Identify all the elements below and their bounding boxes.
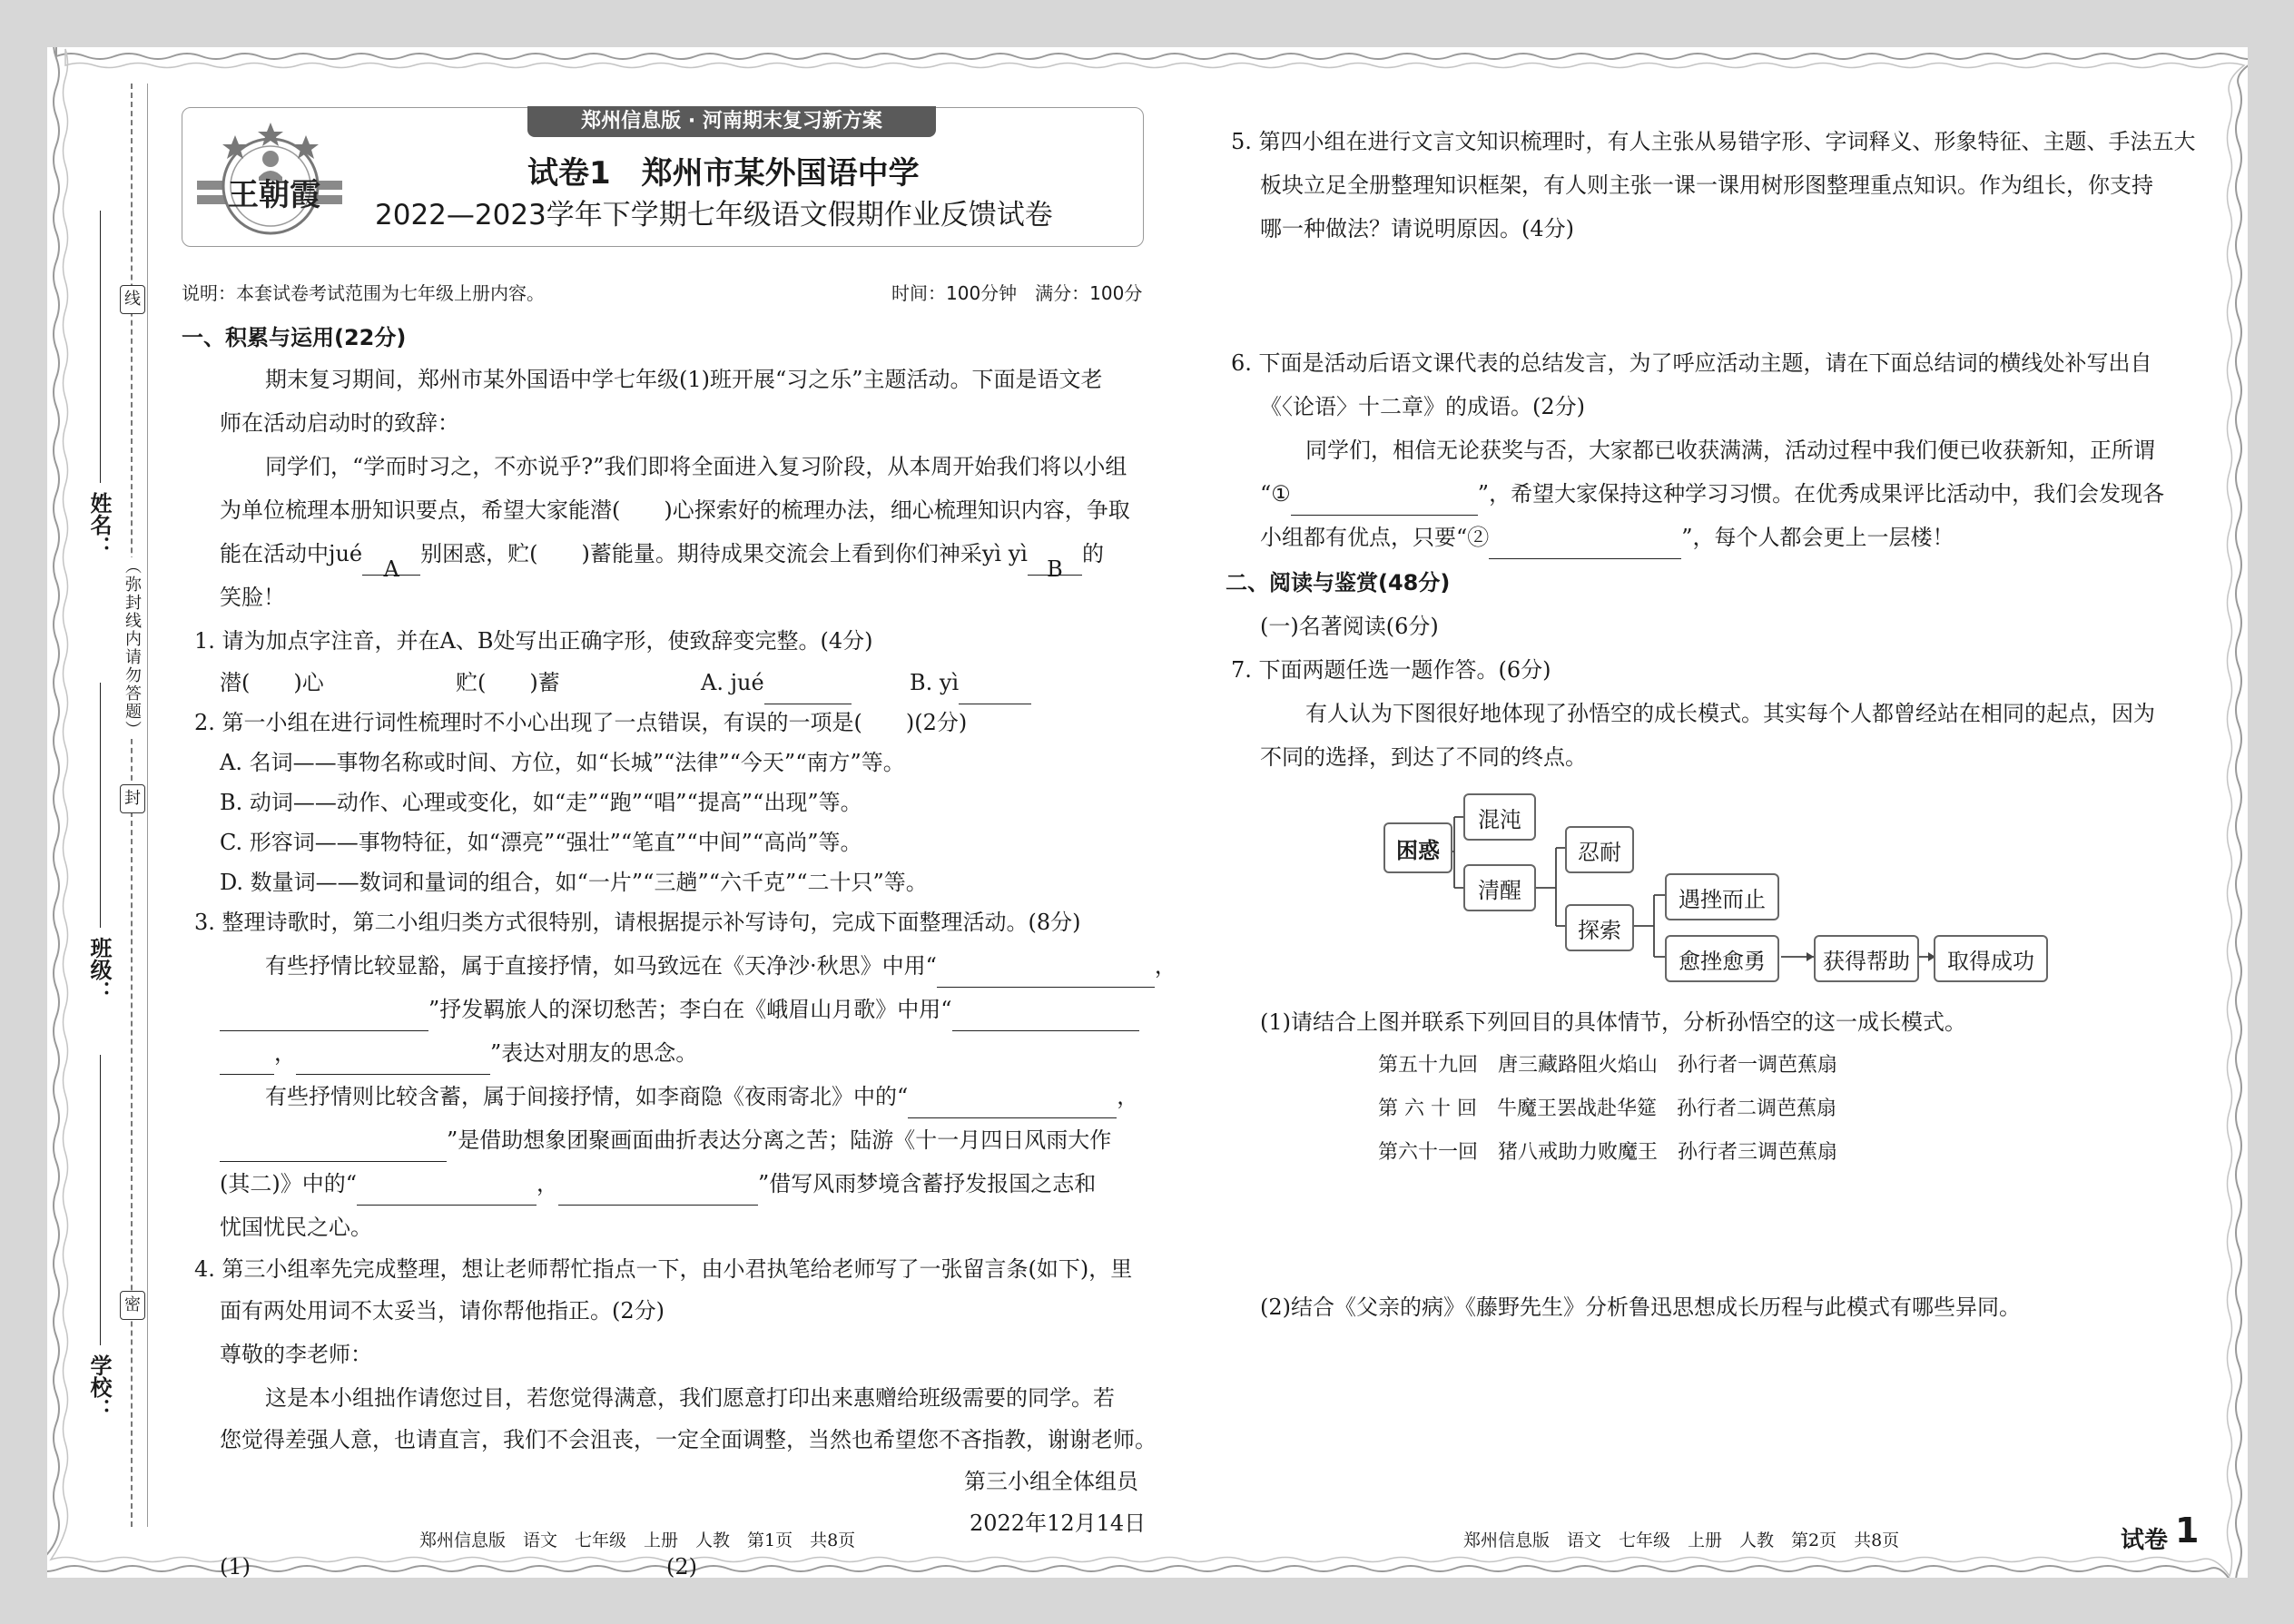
q6-d2: ”，希望大家保持这种学习习惯。在优秀成果评比活动中，我们会发现各 xyxy=(1477,481,2165,507)
q3-blank-9[interactable] xyxy=(558,1177,758,1206)
q1-c-label: A. jué xyxy=(701,670,764,695)
brand-logo xyxy=(195,117,346,239)
q3-blank-6[interactable] xyxy=(908,1090,1117,1118)
q1-item-c xyxy=(701,661,852,704)
subsection-1: (一)名著阅读(6分) xyxy=(1260,614,1439,639)
question-5-line-2: 板块立足全册整理知识框架，有人则主张一课一课用树形图整理重点知识。作为组长，你支持 xyxy=(1260,172,2153,198)
header-banner xyxy=(182,107,1144,247)
note-body-2: 您觉得差强人意，也请直言，我们不会沮丧，一定全面调整，当然也希望您不吝指教，谢谢老师。 xyxy=(220,1427,1157,1452)
school-field[interactable] xyxy=(100,1055,101,1345)
intro-line-1: 期末复习期间，郑州市某外国语中学七年级(1)班开展“习之乐”主题活动。下面是语文老 xyxy=(265,367,1103,392)
q6-d1: “① xyxy=(1260,481,1291,507)
q2-option-b[interactable]: B. 动词——动作、心理或变化，如“走”“跑”“唱”“提高”“出现”等。 xyxy=(220,790,862,815)
question-7: 7. 下面两题任选一题作答。(6分) xyxy=(1231,657,1551,683)
question-7-intro-2: 不同的选择，到达了不同的终点。 xyxy=(1260,744,1587,770)
q3-l1-text: 有些抒情比较显豁，属于直接抒情，如马致远在《天净沙·秋思》中用“ xyxy=(265,953,937,979)
speech-3c: 的 xyxy=(1081,541,1104,566)
q6-e2: ”，每个人都会更上一层楼！ xyxy=(1681,525,1954,550)
speech-3b: 别困惑，贮( )蓄能量。期待成果交流会上看到你们神采yì yì xyxy=(420,541,1028,566)
question-5-line-3: 哪一种做法？请说明原因。(4分) xyxy=(1260,216,1574,241)
exam-title: 试卷1 郑州市某外国语中学 xyxy=(527,155,920,192)
answer-1-field[interactable] xyxy=(251,1560,514,1578)
flow-node-chaos: 混沌 xyxy=(1463,793,1536,841)
question-6-line-4 xyxy=(1260,472,2164,516)
q1-d-label: B. yì xyxy=(910,670,960,695)
flow-node-stop: 遇挫而止 xyxy=(1665,873,1779,920)
q3-blank-7[interactable] xyxy=(220,1134,447,1162)
seal-warning: （弥封线内请勿答题） xyxy=(120,557,143,739)
q3-blank-4[interactable] xyxy=(220,1047,274,1075)
q3-line-6: (其二)》中的“ ， ”借写风雨梦境含蓄抒发报国之志和 xyxy=(220,1162,1096,1206)
flow-node-confusion: 困惑 xyxy=(1383,822,1452,873)
seal-char-mi: 密 xyxy=(120,1291,145,1320)
question-1: 1. 请为加点字注音，并在A、B处写出正确字形，使致辞变完整。(4分) xyxy=(194,628,873,654)
blank-A[interactable]: A xyxy=(362,547,420,576)
question-5: 5. 第四小组在进行文言文知识梳理时，有人主张从易错字形、字词释义、形象特征、主题、手法五大 xyxy=(1231,129,2196,154)
q3-blank-8[interactable] xyxy=(357,1177,537,1206)
question-6-line-2: 《〈论语〉十二章》的成语。(2分) xyxy=(1260,394,1585,419)
question-7-2: (2)结合《父亲的病》《藤野先生》分析鲁迅思想成长历程与此模式有哪些异同。 xyxy=(1260,1294,2021,1320)
speech-line-4: 笑脸！ xyxy=(220,585,285,610)
q3-l6b-text: ”借写风雨梦境含蓄抒发报国之志和 xyxy=(758,1171,1097,1196)
q3-l4-text: 有些抒情则比较含蓄，属于间接抒情，如李商隐《夜雨寄北》中的“ xyxy=(265,1084,909,1109)
q1-item-d xyxy=(910,661,1031,704)
q3-blank-5[interactable] xyxy=(296,1047,490,1075)
binding-strip xyxy=(47,47,156,1578)
q3-line-3: ， ”表达对朋友的思念。 xyxy=(220,1031,697,1075)
flow-node-success: 取得成功 xyxy=(1934,935,2048,982)
q1-d-field[interactable] xyxy=(959,676,1031,704)
chapter-61: 第六十一回 猪八戒助力败魔王 孙行者三调芭蕉扇 xyxy=(1378,1141,1838,1164)
question-6-line-3: 同学们，相信无论获奖与否，大家都已收获满满，活动过程中我们便已收获新知，正所谓 xyxy=(1305,438,2155,463)
q1-item-b: 贮( )蓄 xyxy=(456,670,560,695)
corner-number: 1 xyxy=(2175,1511,2200,1550)
footer-left: 郑州信息版 语文 七年级 上册 人教 第1页 共8页 xyxy=(419,1530,856,1550)
corner-label: 试卷 xyxy=(2121,1527,2169,1554)
q3-line-4: 有些抒情则比较含蓄，属于间接抒情，如李商隐《夜雨寄北》中的“ ， xyxy=(265,1075,1138,1118)
answer-1-label: (1) xyxy=(220,1554,251,1578)
question-7-1: (1)请结合上图并联系下列回目的具体情节，分析孙悟空的这一成长模式。 xyxy=(1260,1009,1966,1035)
name-field[interactable] xyxy=(100,211,101,483)
note-date: 2022年12月14日 xyxy=(970,1511,1147,1536)
question-6-line-5 xyxy=(1260,516,1954,559)
q1-item-a: 潜( )心 xyxy=(220,670,324,695)
footer-right: 郑州信息版 语文 七年级 上册 人教 第2页 共8页 xyxy=(1463,1530,1900,1550)
q3-l6a-text: (其二)》中的“ xyxy=(220,1171,357,1196)
flow-node-explore: 探索 xyxy=(1565,904,1634,951)
note-greeting: 尊敬的李老师： xyxy=(220,1342,372,1367)
answer-2-label: (2) xyxy=(666,1554,697,1578)
flow-node-endure: 忍耐 xyxy=(1565,826,1634,873)
q2-option-c[interactable]: C. 形容词——事物特征，如“漂亮”“强壮”“笔直”“中间”“高尚”等。 xyxy=(220,830,862,855)
q3-l3-text: ”表达对朋友的思念。 xyxy=(490,1040,698,1066)
flow-node-persist: 愈挫愈勇 xyxy=(1665,935,1779,982)
q6-blank-2[interactable] xyxy=(1489,531,1681,559)
seal-char-feng: 封 xyxy=(120,784,145,813)
q3-l2-text: ”抒发羁旅人的深切愁苦；李白在《峨眉山月歌》中用“ xyxy=(428,997,952,1022)
exam-sheet xyxy=(47,47,2248,1578)
seal-char-xian: 线 xyxy=(120,285,145,314)
exam-time: 时间：100分钟 满分：100分 xyxy=(891,282,1143,304)
q3-l5-text: ”是借助想象团聚画面曲折表达分离之苦；陆游《十一月四日风雨大作 xyxy=(447,1127,1112,1153)
section-2-heading: 二、阅读与鉴赏(48分) xyxy=(1226,570,1451,595)
logo-name: 王朝霞 xyxy=(228,177,320,213)
section-1-heading: 一、积累与运用(22分) xyxy=(182,325,407,350)
exam-note: 说明：本套试卷考试范围为七年级上册内容。 xyxy=(182,282,545,304)
solid-seal-line xyxy=(147,84,148,1527)
question-7-intro-1: 有人认为下图很好地体现了孙悟空的成长模式。其实每个人都曾经站在相同的起点，因为 xyxy=(1305,701,2155,726)
speech-line-1: 同学们，“学而时习之，不亦说乎?”我们即将全面进入复习阶段，从本周开始我们将以小组 xyxy=(265,454,1127,479)
q2-option-a[interactable]: A. 名词——事物名称或时间、方位，如“长城”“法律”“今天”“南方”等。 xyxy=(220,750,905,775)
speech-3a: 能在活动中jué xyxy=(220,541,363,566)
q3-blank-3[interactable] xyxy=(952,1003,1139,1031)
q3-blank-1[interactable] xyxy=(937,960,1155,988)
q6-blank-1[interactable] xyxy=(1291,487,1478,516)
class-field[interactable] xyxy=(100,683,101,928)
question-4: 4. 第三小组率先完成整理，想让老师帮忙指点一下，由小君执笔给老师写了一张留言条(如下)，里 xyxy=(194,1256,1133,1282)
q3-line-2 xyxy=(220,988,1139,1031)
school-label: 学校： xyxy=(86,1354,112,1420)
name-label: 姓名： xyxy=(86,492,112,557)
note-body-1: 这是本小组拙作请您过目，若您觉得满意，我们愿意打印出来惠赠给班级需要的同学。若 xyxy=(265,1385,1115,1411)
speech-line-2: 为单位梳理本册知识要点，希望大家能潜( )心探索好的梳理办法，细心梳理知识内容，争取 xyxy=(220,497,1130,523)
flow-node-help: 获得帮助 xyxy=(1814,935,1919,982)
question-2: 2. 第一小组在进行词性梳理时不小心出现了一点错误，有误的一项是( )(2分) xyxy=(194,710,968,735)
q3-line-5 xyxy=(220,1118,1111,1162)
question-6: 6. 下面是活动后语文课代表的总结发言，为了呼应活动主题，请在下面总结词的横线处补写出自 xyxy=(1231,350,2152,376)
series-tab: 郑州信息版 · 河南期末复习新方案 xyxy=(527,106,936,137)
q3-blank-2[interactable] xyxy=(220,1003,428,1031)
q6-e1: 小组都有优点，只要“② xyxy=(1260,525,1490,550)
answer-2-field[interactable] xyxy=(697,1560,988,1578)
intro-line-2: 师在活动启动时的致辞： xyxy=(220,410,459,436)
chapter-60: 第 六 十 回 牛魔王罢战赴华筵 孙行者二调芭蕉扇 xyxy=(1378,1097,1836,1120)
question-3: 3. 整理诗歌时，第二小组归类方式很特别，请根据提示补写诗句，完成下面整理活动。(8分) xyxy=(194,910,1081,935)
q3-line-7: 忧国忧民之心。 xyxy=(220,1215,372,1240)
exam-subtitle: 2022—2023学年下学期七年级语文假期作业反馈试卷 xyxy=(375,199,1053,231)
question-4-cont: 面有两处用词不太妥当，请你帮他指正。(2分) xyxy=(220,1298,665,1324)
q2-option-d[interactable]: D. 数量词——数词和量词的组合，如“一片”“三趟”“六千克”“二十只”等。 xyxy=(220,870,928,895)
blank-B[interactable]: B xyxy=(1028,547,1082,576)
flow-node-awake: 清醒 xyxy=(1463,864,1536,911)
class-label: 班级： xyxy=(86,937,112,1002)
q3-line-1: 有些抒情比较显豁，属于直接抒情，如马致远在《天净沙·秋思》中用“ ， xyxy=(265,944,1177,988)
chapter-59: 第五十九回 唐三藏路阻火焰山 孙行者一调芭蕉扇 xyxy=(1378,1054,1838,1077)
note-signature: 第三小组全体组员 xyxy=(964,1469,1138,1494)
speech-line-3 xyxy=(220,532,1104,582)
